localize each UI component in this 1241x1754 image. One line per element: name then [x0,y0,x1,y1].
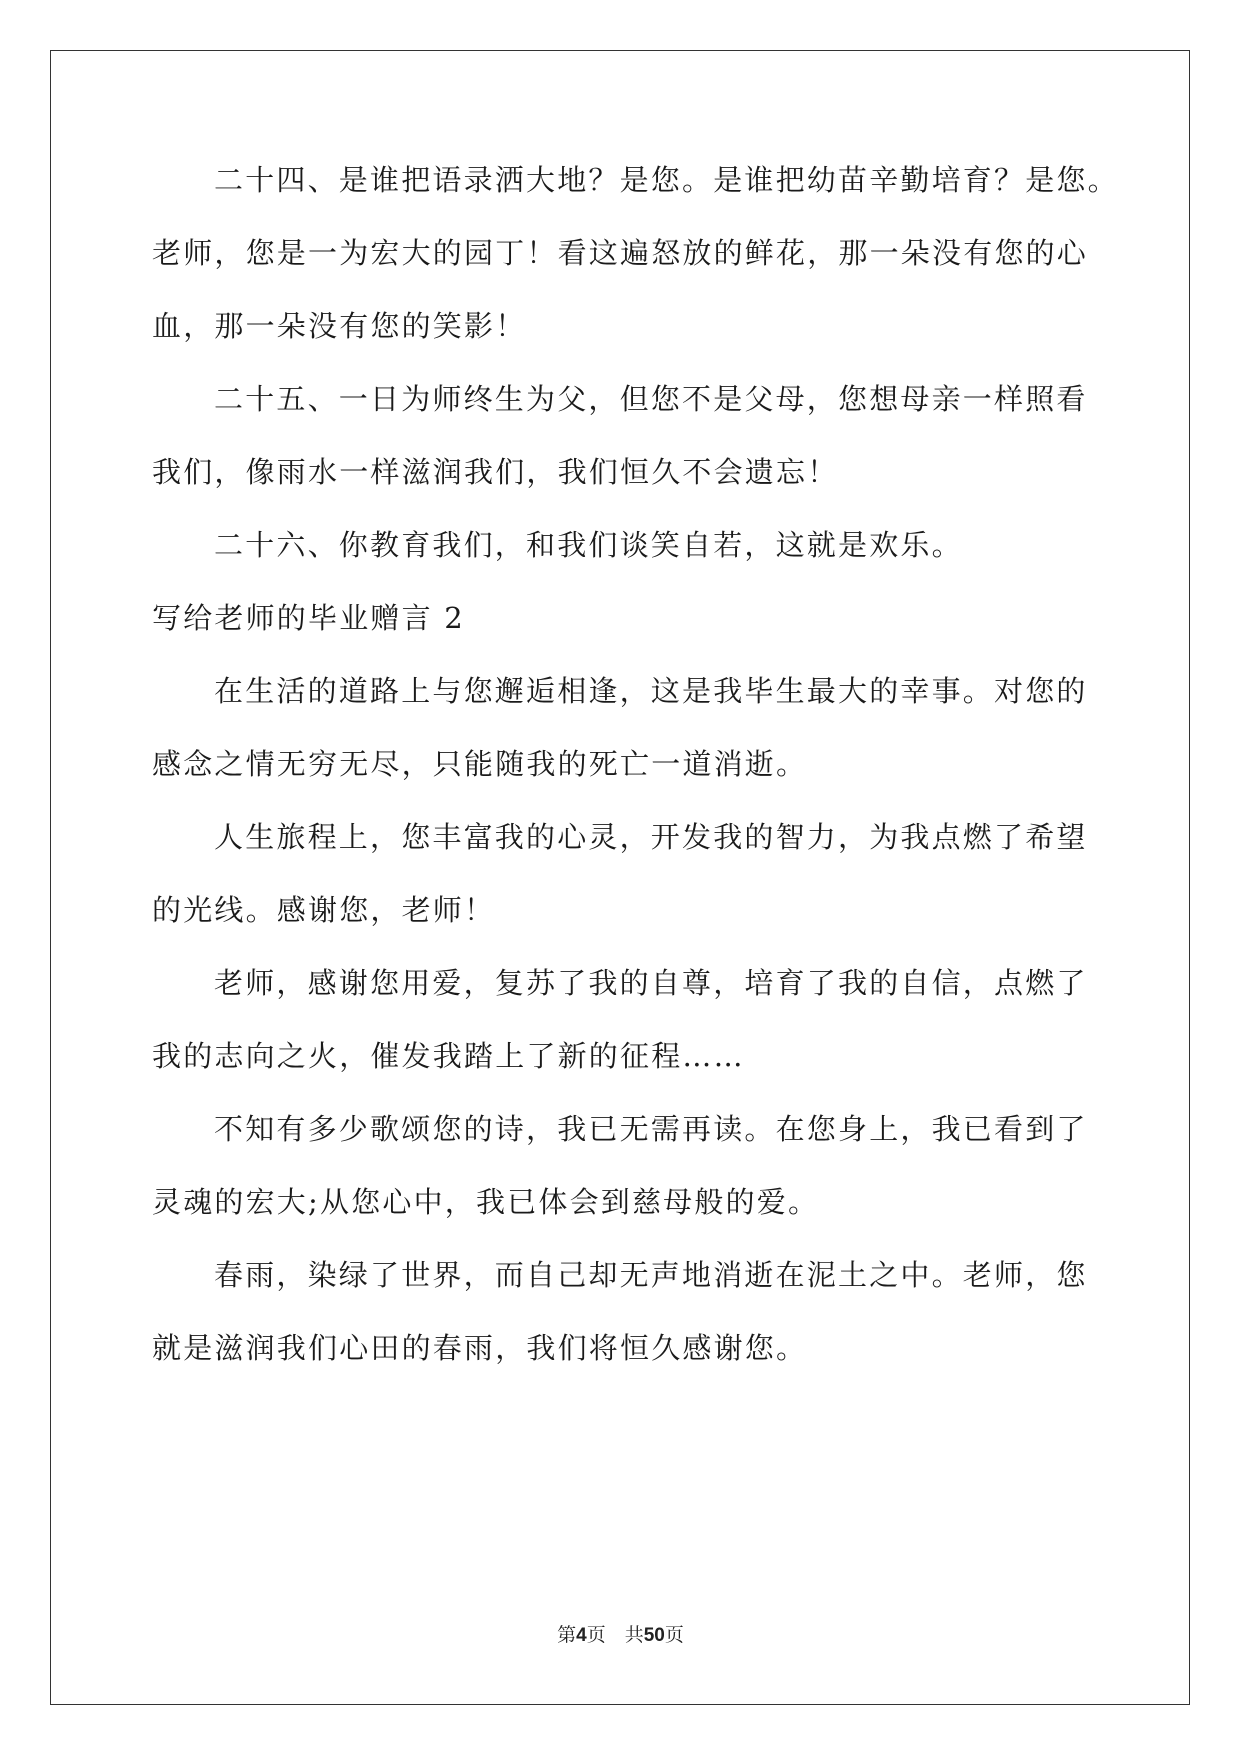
footer-prefix: 第 [557,1624,577,1646]
paragraph-5-line-2: 就是滋润我们心田的春雨，我们将恒久感谢您。 [152,1331,808,1365]
footer-suffix: 页 [664,1624,684,1646]
paragraph-3-line-1: 老师，感谢您用爱，复苏了我的自尊，培育了我的自信，点燃了 [214,966,1088,1000]
paragraph-4-line-1: 不知有多少歌颂您的诗，我已无需再读。在您身上，我已看到了 [214,1112,1088,1146]
paragraph-3-line-2: 我的志向之火，催发我踏上了新的征程…… [152,1039,745,1073]
paragraph-2-line-2: 的光线。感谢您，老师！ [152,893,496,927]
paragraph-24-line-3: 血，那一朵没有您的笑影！ [152,309,527,343]
paragraph-24-line-1: 二十四、是谁把语录洒大地？是您。是谁把幼苗辛勤培育？是您。 [214,163,1119,197]
paragraph-1-line-1: 在生活的道路上与您邂逅相逢，这是我毕生最大的幸事。对您的 [214,674,1088,708]
page-frame [50,50,1190,1705]
paragraph-5-line-1: 春雨，染绿了世界，而自己却无声地消逝在泥土之中。老师，您 [214,1258,1088,1292]
paragraph-2-line-1: 人生旅程上，您丰富我的心灵，开发我的智力，为我点燃了希望 [214,820,1088,854]
paragraph-1-line-2: 感念之情无穷无尽，只能随我的死亡一道消逝。 [152,747,808,781]
footer-mid: 页 共 [586,1624,644,1646]
paragraph-24-line-2: 老师，您是一为宏大的园丁！看这遍怒放的鲜花，那一朵没有您的心 [152,236,1089,270]
paragraph-26-line-1: 二十六、你教育我们，和我们谈笑自若，这就是欢乐。 [214,528,963,562]
paragraph-4-line-2: 灵魂的宏大;从您心中，我已体会到慈母般的爱。 [152,1185,820,1219]
paragraph-25-line-2: 我们，像雨水一样滋润我们，我们恒久不会遗忘！ [152,455,839,489]
section-heading: 写给老师的毕业赠言 2 [152,601,465,635]
page-footer [0,1623,1241,1648]
total-pages-number: 50 [643,1625,665,1646]
current-page-number: 4 [576,1625,587,1646]
paragraph-25-line-1: 二十五、一日为师终生为父，但您不是父母，您想母亲一样照看 [214,382,1088,416]
